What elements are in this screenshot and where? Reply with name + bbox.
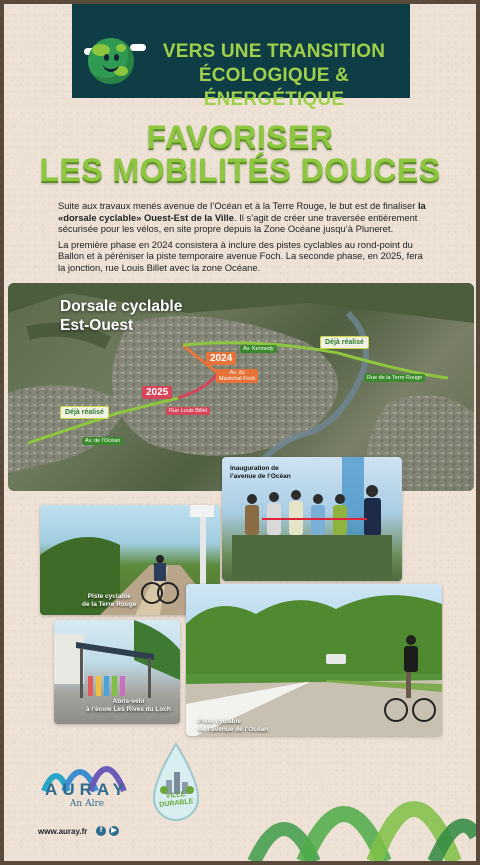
cloud-icon (130, 44, 146, 51)
banner-title-line2: ÉCOLOGIQUE & ÉNERGÉTIQUE (198, 65, 350, 110)
auray-wordmark: AURAY (45, 780, 129, 799)
page-title (4, 121, 476, 187)
street-kennedy: Av. Kennedy (240, 345, 277, 353)
photo-avenue-ocean (186, 584, 442, 736)
street-ocean: Av. de l’Océan (82, 437, 123, 445)
deja-realise-label-left: Déjà réalisé (60, 406, 109, 419)
deja-realise-label-right: Déjà réalisé (320, 336, 369, 349)
poster (4, 4, 476, 861)
year-2024-label: 2024 (206, 352, 236, 365)
photo-abris-velo (54, 620, 180, 724)
facebook-icon[interactable]: f (96, 826, 106, 836)
map-title: Dorsale cyclable Est-Ouest (60, 298, 183, 334)
street-louis-billet: Rue Louis Billet (166, 407, 210, 415)
banner-title (154, 40, 394, 112)
intro-paragraph-1: Suite aux travaux menés avenue de l’Océan et à la Terre Rouge, le but est de finaliser la «dorsale cyclable» Ouest-Est de la Ville. Il s’agit de créer une traversée entièrement sécurisée pour les vélos, en site propre depuis la Zone Océane jusqu’à Pluneret. (58, 200, 426, 235)
street-foch: Av. du Maréchal Foch (216, 369, 258, 383)
street-terre-rouge: Rue de la Terre Rouge (364, 374, 425, 382)
youtube-icon[interactable]: ▶ (109, 826, 119, 836)
photo-inauguration (222, 457, 402, 581)
dorsale-highlight: la «dorsale cyclable» Ouest-Est de la Ville (58, 200, 426, 223)
smiling-earth-icon (88, 38, 134, 84)
caption-avenue-ocean: Piste cyclable de l’avenue de l’Océan (198, 718, 269, 733)
website-link[interactable]: www.auray.fr (38, 827, 88, 836)
ville-durable-text: VILLE DURABLE (158, 791, 194, 809)
page-title-line2: LES MOBILITÉS DOUCES (39, 152, 441, 188)
an-alre-text: An Alre (69, 799, 105, 809)
caption-abris-velo: Abris-vélo à l’école Les Rives du Loch (86, 698, 171, 713)
page-title-line1: FAVORISER (146, 119, 334, 155)
intro-paragraph-2: La première phase en 2024 consistera à inclure des pistes cyclables au rond-point du Ballon et à péréniser la piste temporaire avenue Foch. La seconde phase, en 2025, fera la jonction, rue Louis Billet avec la zone Océane. (58, 238, 423, 273)
year-2025-label: 2025 (142, 386, 172, 399)
banner-title-line1: VERS UNE TRANSITION (162, 41, 386, 62)
decorative-green-waves (244, 756, 476, 861)
caption-inauguration: Inauguration de l’avenue de l’Océan (230, 465, 291, 480)
intro-text (58, 200, 428, 278)
caption-terre-rouge: Piste cyclable de la Terre Rouge (82, 593, 137, 608)
ville-durable-drop-icon (148, 742, 204, 828)
